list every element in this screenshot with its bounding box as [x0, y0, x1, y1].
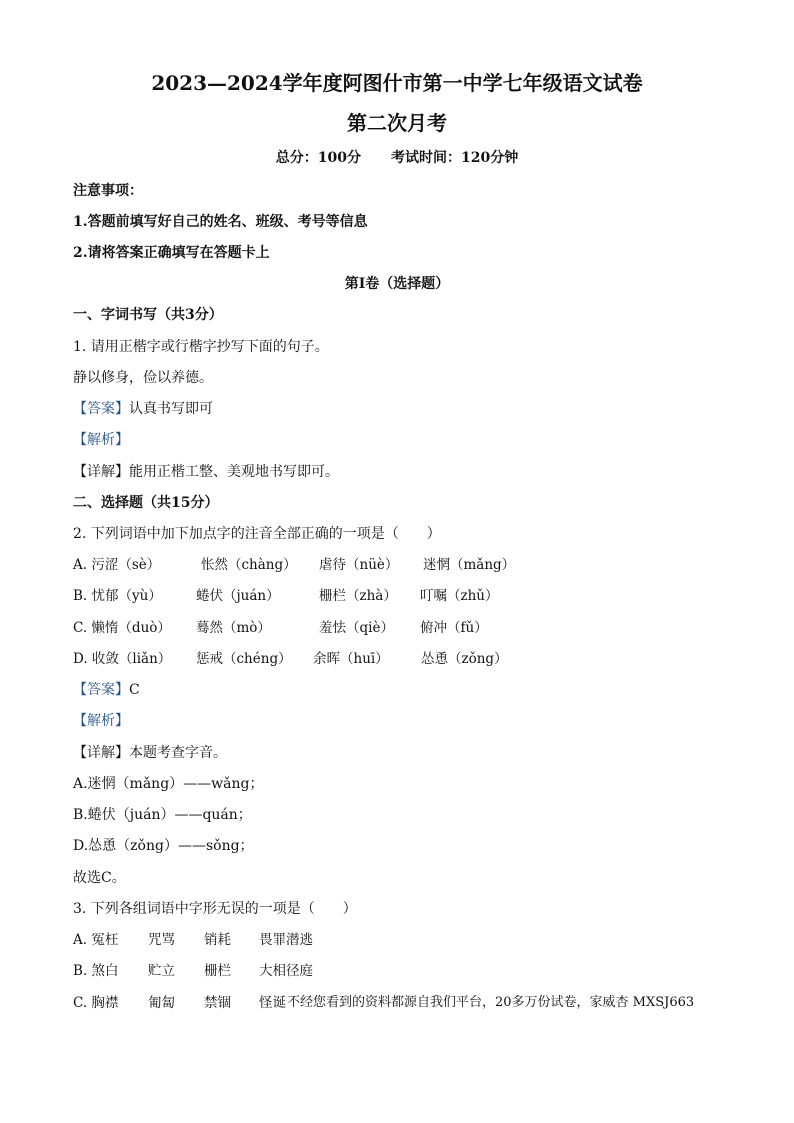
q2-detail-b: B.蜷伏（juán）——quán； [73, 807, 252, 823]
exam-title: 2023—2024学年度阿图什市第一中学七年级语文试卷 [151, 71, 643, 95]
analysis-tag: 【解析】 [73, 432, 129, 448]
option-cell: D. 收敛（liǎn） [73, 651, 172, 667]
q2-detail-line [73, 743, 227, 763]
option-cell: A. 冤枉 [73, 932, 119, 948]
answer-tag: 【答案】 [73, 682, 129, 698]
option-cell: 栅栏 [204, 963, 231, 979]
exam-time: 考试时间：120分钟 [391, 150, 519, 166]
detail-text: 能用正楷工整、美观地书写即可。 [129, 464, 339, 480]
question-2: 2. 下列词语中加下加点字的注音全部正确的一项是（ ） [73, 526, 441, 542]
option-cell: B. 煞白 [73, 963, 119, 979]
detail-tag: 【详解】 [73, 464, 129, 480]
option-cell: 怅然（chàng） [201, 557, 297, 573]
option-cell: 栅栏（zhà） [319, 588, 397, 604]
option-cell: 怂恿（zǒng） [421, 651, 508, 667]
option-cell: B. 忧郁（yù） [73, 588, 162, 604]
detail-line [73, 462, 339, 482]
option-cell: C. 懒惰（duò） [73, 620, 171, 636]
notes-item-2: 2.请将答案正确填写在答题卡上 [73, 245, 270, 261]
exam-meta [0, 148, 794, 168]
answer-text: 认真书写即可 [129, 401, 213, 417]
detail-text: 本题考查字音。 [129, 745, 227, 761]
option-cell: 怪诞 [259, 995, 286, 1011]
section-1-heading: 一、字词书写（共3分） [73, 307, 223, 323]
option-cell: C. 胸襟 [73, 995, 119, 1011]
notes-item-1: 1.答题前填写好自己的姓名、班级、考号等信息 [73, 214, 368, 230]
option-cell: 贮立 [148, 963, 175, 979]
option-cell: 畏罪潜逃 [259, 932, 313, 948]
total-score: 总分：100分 [275, 150, 361, 166]
notes-heading: 注意事项： [73, 183, 143, 199]
option-cell: 销耗 [204, 932, 231, 948]
q2-conclusion: 故选C。 [73, 870, 126, 886]
q2-detail-a: A.迷惘（mǎng）——wǎng； [73, 776, 264, 792]
volume-title: 第Ⅰ卷（选择题） [344, 276, 450, 292]
q2-detail-d: D.怂恿（zǒng）——sǒng； [73, 838, 254, 854]
option-cell: 俯冲（fǔ） [420, 620, 488, 636]
option-cell: 虐待（nüè） [319, 557, 399, 573]
answer-tag: 【答案】 [73, 401, 129, 417]
watermark-text: 不经您看到的资料都源自我们平台，20多万份试卷，家威杏 MXSJ663 [287, 995, 695, 1010]
answer-text: C [129, 682, 140, 698]
question-3: 3. 下列各组词语中字形无误的一项是（ ） [73, 901, 357, 917]
option-cell: 羞怯（qiè） [319, 620, 394, 636]
question-1-text: 静以修身，俭以养德。 [73, 370, 213, 386]
option-cell: 余晖（huī） [313, 651, 389, 667]
q2-answer-line [73, 680, 140, 700]
section-2-heading: 二、选择题（共15分） [73, 495, 219, 511]
detail-tag: 【详解】 [73, 745, 129, 761]
option-cell: 咒骂 [148, 932, 175, 948]
option-cell: A. 污涩（sè） [73, 557, 161, 573]
q2-analysis-tag: 【解析】 [73, 713, 129, 729]
answer-line [73, 399, 213, 419]
option-cell: 惩戒（chéng） [196, 651, 292, 667]
question-1: 1. 请用正楷字或行楷字抄写下面的句子。 [73, 339, 329, 355]
option-cell: 迷惘（mǎng） [423, 557, 516, 573]
option-cell: 禁锢 [204, 995, 231, 1011]
option-cell: 叮嘱（zhǔ） [420, 588, 499, 604]
option-cell: 匍匐 [148, 995, 175, 1011]
option-cell: 大相径庭 [259, 963, 313, 979]
option-cell: 蜷伏（juán） [196, 588, 280, 604]
exam-subtitle: 第二次月考 [347, 111, 447, 135]
option-cell: 蓦然（mò） [196, 620, 271, 636]
